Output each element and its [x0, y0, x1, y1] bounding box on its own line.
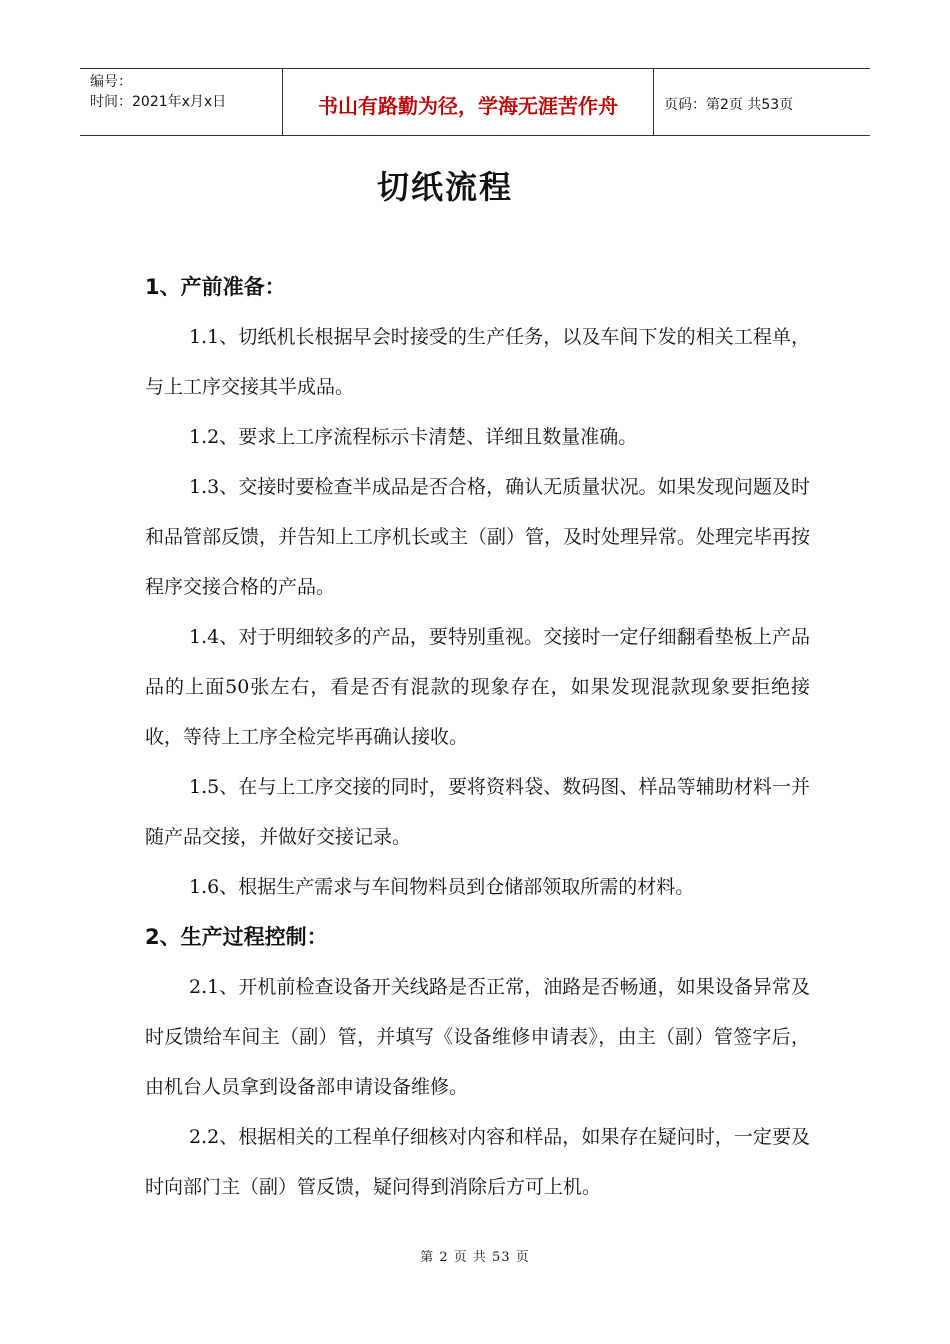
number-label: 编号：	[90, 74, 132, 90]
section-heading: 1、产前准备：	[145, 275, 286, 299]
header-page-info: 页码：第2页 共53页	[664, 97, 794, 113]
header-meta	[80, 69, 282, 135]
paragraph: 1.2、要求上工序流程标示卡清楚、详细且数量准确。	[189, 426, 638, 448]
time-label: 时间：2021年x月x日	[90, 94, 227, 110]
document-body	[145, 262, 810, 1212]
paragraph: 1.4、对于明细较多的产品，要特别重视。交接时一定仔细翻看垫板上产品品的上面50张左右，看是否有混款的现象存在，如果发现混款现象要拒绝接收，等待上工序全检完毕再确认接收。	[145, 626, 810, 748]
paragraph: 1.3、交接时要检查半成品是否合格，确认无质量状况。如果发现问题及时和品管部反馈，并告知上工序机长或主（副）管，及时处理异常。处理完毕再按程序交接合格的产品。	[145, 476, 811, 598]
paragraph: 2.2、根据相关的工程单仔细核对内容和样品，如果存在疑问时，一定要及时向部门主（副）管反馈，疑问得到消除后方可上机。	[145, 1126, 810, 1198]
paragraph: 2.1、开机前检查设备开关线路是否正常，油路是否畅通，如果设备异常及时反馈给车间主（副）管，并填写《设备维修申请表》，由主（副）管签字后，由机台人员拿到设备部申请设备维修。	[145, 976, 810, 1098]
document-title: 切纸流程	[376, 168, 513, 206]
section-heading: 2、生产过程控制：	[145, 925, 328, 949]
paragraph: 1.5、在与上工序交接的同时，要将资料袋、数码图、样品等辅助材料一并随产品交接，并做好交接记录。	[145, 776, 810, 848]
page-footer: 第 2 页 共 53 页	[420, 1250, 530, 1265]
paragraph: 1.6、根据生产需求与车间物料员到仓储部领取所需的材料。	[189, 876, 695, 898]
paragraph: 1.1、切纸机长根据早会时接受的生产任务，以及车间下发的相关工程单，与上工序交接其半成品。	[145, 326, 810, 398]
header-motto: 书山有路勤为径，学海无涯苦作舟	[282, 69, 654, 135]
page-header	[80, 68, 870, 136]
